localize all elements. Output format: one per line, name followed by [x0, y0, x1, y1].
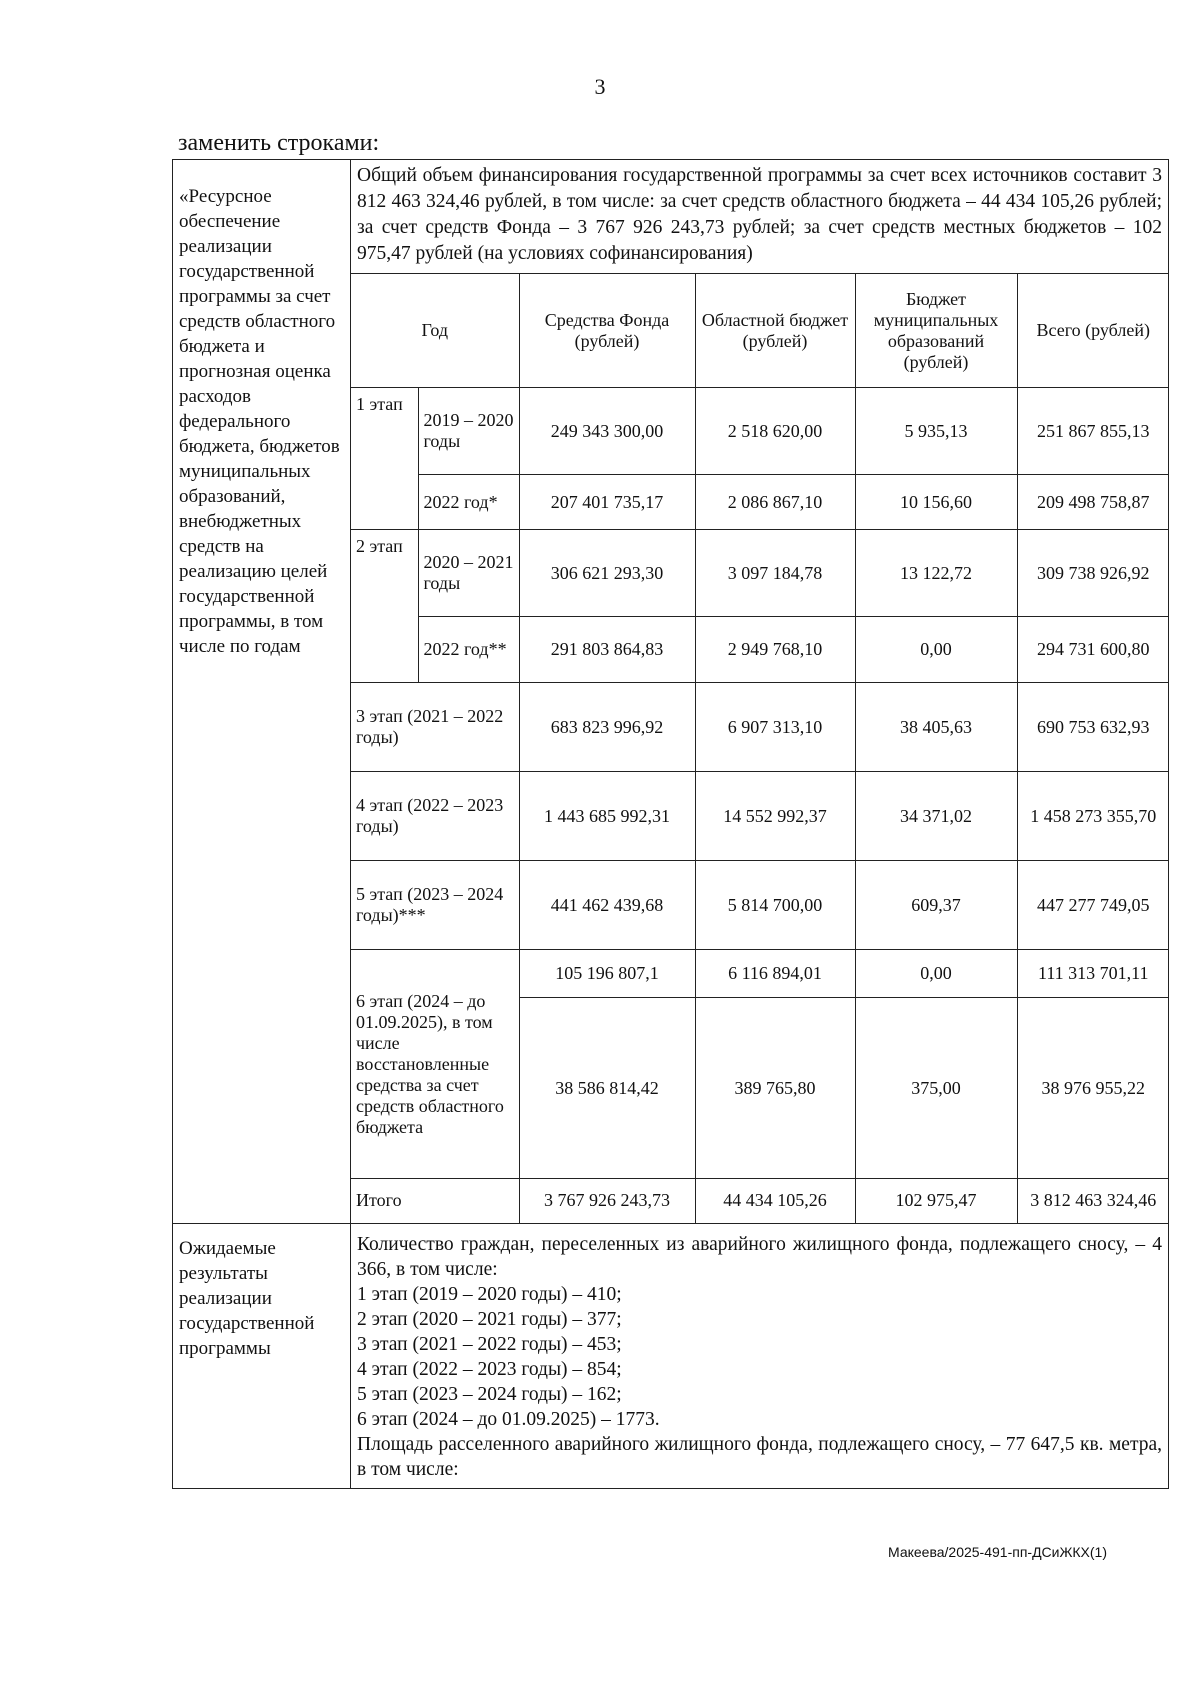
results-text	[351, 1224, 1168, 1488]
results-intro: Количество граждан, переселенных из аварийного жилищного фонда, подлежащего сносу, – 4 366, в том числе:	[357, 1233, 1162, 1280]
results-area: Площадь расселенного аварийного жилищного фонда, подлежащего сносу, – 77 647,5 кв. метра, в том числе:	[357, 1433, 1162, 1480]
results-row	[173, 1223, 1169, 1488]
municipal-cell: 5 935,13	[855, 388, 1017, 475]
fund-cell: 1 443 685 992,31	[519, 772, 695, 861]
stage-4-label: 4 этап (2022 – 2023 годы)	[351, 772, 519, 861]
funding-table-header	[351, 274, 1169, 388]
regional-cell: 6 907 313,10	[695, 683, 855, 772]
header-municipal: Бюджет муниципальных образований (рублей)	[855, 274, 1017, 388]
total-cell: 38 976 955,22	[1017, 998, 1169, 1179]
regional-cell: 14 552 992,37	[695, 772, 855, 861]
regional-cell: 5 814 700,00	[695, 861, 855, 950]
header-regional: Областной бюджет (рублей)	[695, 274, 855, 388]
period-cell: 2022 год*	[418, 475, 519, 530]
municipal-cell: 0,00	[855, 617, 1017, 683]
municipal-cell: 34 371,02	[855, 772, 1017, 861]
table-row	[351, 772, 1169, 861]
total-cell: 1 458 273 355,70	[1017, 772, 1169, 861]
municipal-cell: 102 975,47	[855, 1179, 1017, 1223]
fund-cell: 249 343 300,00	[519, 388, 695, 475]
municipal-cell: 609,37	[855, 861, 1017, 950]
fund-cell: 3 767 926 243,73	[519, 1179, 695, 1223]
header-fund: Средства Фонда (рублей)	[519, 274, 695, 388]
fund-cell: 38 586 814,42	[519, 998, 695, 1179]
table-row	[351, 861, 1169, 950]
fund-cell: 306 621 293,30	[519, 530, 695, 617]
municipal-cell: 0,00	[855, 950, 1017, 998]
fund-cell: 291 803 864,83	[519, 617, 695, 683]
fund-cell: 441 462 439,68	[519, 861, 695, 950]
list-item: 3 этап (2021 – 2022 годы) – 453;	[357, 1333, 622, 1355]
regional-cell: 2 949 768,10	[695, 617, 855, 683]
total-cell: 251 867 855,13	[1017, 388, 1169, 475]
document-footer: Макеева/2025-491-пп-ДСиЖКХ(1)	[888, 1544, 1108, 1560]
table-row	[351, 950, 1169, 998]
list-item: 5 этап (2023 – 2024 годы) – 162;	[357, 1383, 622, 1405]
passport-table	[172, 159, 1169, 1489]
fund-cell: 207 401 735,17	[519, 475, 695, 530]
table-row-itogo	[351, 1179, 1169, 1223]
period-cell: 2022 год**	[418, 617, 519, 683]
total-cell: 3 812 463 324,46	[1017, 1179, 1169, 1223]
total-cell: 690 753 632,93	[1017, 683, 1169, 772]
table-row	[351, 683, 1169, 772]
stage-5-label: 5 этап (2023 – 2024 годы)***	[351, 861, 519, 950]
stage-6-label: 6 этап (2024 – до 01.09.2025), в том числе восстановленные средства за счет средств областного бюджета	[351, 950, 519, 1179]
regional-cell: 6 116 894,01	[695, 950, 855, 998]
municipal-cell: 10 156,60	[855, 475, 1017, 530]
regional-cell: 3 097 184,78	[695, 530, 855, 617]
total-cell: 309 738 926,92	[1017, 530, 1169, 617]
fund-cell: 105 196 807,1	[519, 950, 695, 998]
stage-2-label: 2 этап	[351, 530, 418, 683]
funding-summary: Общий объем финансирования государственной программы за счет всех источников составит 3 812 463 324,46 рублей, в том числе: за счет средств областного бюджета – 44 434 105,26 рублей; за счет средств Фонда – 3 767 926 243,73 рублей; за счет средств местных бюджетов – 102 975,47 рублей (на условиях софинансирования)	[357, 165, 1162, 264]
list-item: 1 этап (2019 – 2020 годы) – 410;	[357, 1283, 622, 1305]
fund-cell: 683 823 996,92	[519, 683, 695, 772]
regional-cell: 2 086 867,10	[695, 475, 855, 530]
stage-3-label: 3 этап (2021 – 2022 годы)	[351, 683, 519, 772]
total-cell: 209 498 758,87	[1017, 475, 1169, 530]
total-cell: 447 277 749,05	[1017, 861, 1169, 950]
total-cell: 294 731 600,80	[1017, 617, 1169, 683]
resource-row	[173, 160, 1169, 1224]
funding-table	[351, 273, 1169, 1223]
header-total: Всего (рублей)	[1017, 274, 1169, 388]
table-row	[351, 530, 1169, 617]
municipal-cell: 38 405,63	[855, 683, 1017, 772]
table-row	[351, 475, 1169, 530]
header-year: Год	[351, 274, 519, 388]
municipal-cell: 13 122,72	[855, 530, 1017, 617]
list-item: 2 этап (2020 – 2021 годы) – 377;	[357, 1308, 622, 1330]
stage-1-label: 1 этап	[351, 388, 418, 530]
table-row	[351, 617, 1169, 683]
resource-label: «Ресурсное обеспечение реализации государственной программы за счет средств областного бюджета и прогнозная оценка расходов федерального бюджета, бюджетов муниципальных образований, внебюджетных средств на реализацию целей государственной программы, в том числе по годам	[173, 160, 351, 1224]
municipal-cell: 375,00	[855, 998, 1017, 1179]
regional-cell: 2 518 620,00	[695, 388, 855, 475]
period-cell: 2020 – 2021 годы	[418, 530, 519, 617]
regional-cell: 389 765,80	[695, 998, 855, 1179]
total-cell: 111 313 701,11	[1017, 950, 1169, 998]
period-cell: 2019 – 2020 годы	[418, 388, 519, 475]
list-item: 6 этап (2024 – до 01.09.2025) – 1773.	[357, 1408, 660, 1430]
heading: заменить строками:	[178, 130, 380, 156]
page-number: 3	[594, 74, 606, 99]
itogo-label: Итого	[351, 1179, 519, 1223]
table-row	[351, 388, 1169, 475]
list-item: 4 этап (2022 – 2023 годы) – 854;	[357, 1358, 622, 1380]
regional-cell: 44 434 105,26	[695, 1179, 855, 1223]
results-label: Ожидаемые результаты реализации государственной программы	[173, 1223, 351, 1488]
